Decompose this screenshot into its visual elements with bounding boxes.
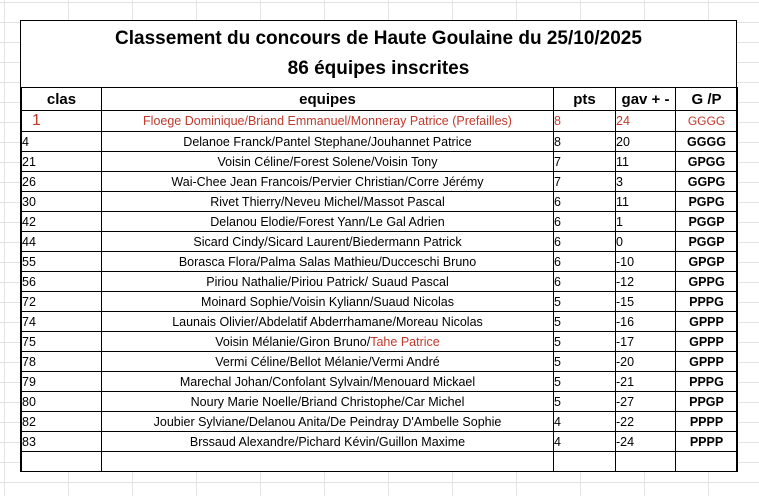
team-names: Noury Marie Noelle/Briand Christophe/Car Michel [190,394,465,409]
header-gp: G /P [676,88,738,111]
cell-pts: 7 [554,152,616,172]
empty-cell [676,452,738,472]
title-box [21,21,736,88]
cell-gav: -22 [616,412,676,432]
cell-pts: 5 [554,312,616,332]
team-names: Wai-Chee Jean Francois/Pervier Christian/Corre Jérémy [171,174,484,189]
cell-equipe [102,392,554,412]
cell-clas: 56 [22,272,102,292]
header-gav: gav + - [616,88,676,111]
cell-clas: 78 [22,352,102,372]
cell-pts: 5 [554,372,616,392]
table-row [22,111,738,132]
cell-gav: -17 [616,332,676,352]
table-row [22,172,738,192]
header-pts: pts [554,88,616,111]
header-equipes: equipes [102,88,554,111]
cell-gav: 3 [616,172,676,192]
cell-clas: 30 [22,192,102,212]
team-names: Launais Olivier/Abdelatif Abderrhamane/Moreau Nicolas [172,314,483,329]
cell-clas: 26 [22,172,102,192]
cell-gp: PPPP [676,412,738,432]
team-names: Moinard Sophie/Voisin Kyliann/Suaud Nicolas [201,294,454,309]
cell-clas: 83 [22,432,102,452]
cell-pts: 6 [554,252,616,272]
empty-cell [102,452,554,472]
cell-equipe [102,332,554,352]
cell-equipe [102,412,554,432]
header-clas: clas [22,88,102,111]
table-row [22,152,738,172]
cell-gp: GPGP [676,252,738,272]
team-names: Delanou Elodie/Forest Yann/Le Gal Adrien [210,214,445,229]
empty-cell [554,452,616,472]
cell-equipe [102,152,554,172]
cell-gp: GGPG [676,172,738,192]
cell-clas: 72 [22,292,102,312]
team-names: Borasca Flora/Palma Salas Mathieu/Ducceschi Bruno [178,254,477,269]
cell-clas: 44 [22,232,102,252]
cell-pts: 7 [554,172,616,192]
table-row [22,312,738,332]
table-row [22,232,738,252]
table-row [22,392,738,412]
cell-clas: 21 [22,152,102,172]
ranking-table [21,87,738,472]
cell-pts: 4 [554,412,616,432]
table-row [22,252,738,272]
cell-clas: 80 [22,392,102,412]
team-names: Joubier Sylviane/Delanou Anita/De Peindray D'Ambelle Sophie [153,414,502,429]
cell-clas: 4 [22,132,102,152]
cell-equipe [102,132,554,152]
cell-pts: 6 [554,232,616,252]
cell-clas: 79 [22,372,102,392]
cell-equipe [102,352,554,372]
cell-gp: PGGP [676,212,738,232]
cell-gav: 20 [616,132,676,152]
cell-pts: 6 [554,272,616,292]
cell-gp: GPPP [676,332,738,352]
ranking-frame [20,20,737,472]
empty-row [22,452,738,472]
cell-gp: GPPG [676,272,738,292]
cell-gav: 0 [616,232,676,252]
cell-gp: PGGP [676,232,738,252]
cell-clas: 74 [22,312,102,332]
cell-equipe [102,212,554,232]
cell-gav: -24 [616,432,676,452]
header-row [22,88,738,111]
cell-clas: 1 [22,111,102,132]
cell-equipe [102,292,554,312]
cell-gav: -27 [616,392,676,412]
cell-equipe [102,172,554,192]
team-names: Sicard Cindy/Sicard Laurent/Biedermann Patrick [193,234,462,249]
table-row [22,352,738,372]
cell-gav: 1 [616,212,676,232]
team-name-highlight: Tahe Patrice [370,334,440,349]
cell-equipe [102,111,554,132]
cell-gav: -12 [616,272,676,292]
cell-gp: GGGG [676,132,738,152]
cell-equipe [102,232,554,252]
team-names: Brssaud Alexandre/Pichard Kévin/Guillon Maxime [189,434,466,449]
cell-pts: 5 [554,392,616,412]
team-names: Piriou Nathalie/Piriou Patrick/ Suaud Pascal [206,274,449,289]
cell-pts: 6 [554,192,616,212]
cell-pts: 5 [554,292,616,312]
table-row [22,372,738,392]
table-row [22,212,738,232]
empty-cell [22,452,102,472]
cell-gp: PPPG [676,292,738,312]
cell-pts: 5 [554,332,616,352]
cell-pts: 8 [554,132,616,152]
cell-equipe [102,252,554,272]
team-names: Rivet Thierry/Neveu Michel/Massot Pascal [210,194,445,209]
cell-gp: PPPG [676,372,738,392]
cell-gp: PPPP [676,432,738,452]
cell-pts: 6 [554,212,616,232]
cell-gav: -15 [616,292,676,312]
table-row [22,132,738,152]
table-row [22,332,738,352]
cell-gp: GGGG [676,111,738,132]
cell-gav: -20 [616,352,676,372]
cell-equipe [102,192,554,212]
table-row [22,192,738,212]
page-title: Classement du concours de Haute Goulaine du 25/10/2025 [115,28,642,49]
cell-clas: 42 [22,212,102,232]
cell-clas: 55 [22,252,102,272]
team-names: Floege Dominique/Briand Emmanuel/Monneray Patrice (Prefailles) [143,114,512,128]
cell-equipe [102,312,554,332]
cell-gp: PPGP [676,392,738,412]
cell-equipe [102,272,554,292]
table-row [22,272,738,292]
cell-pts: 8 [554,111,616,132]
cell-gav: 24 [616,111,676,132]
team-names: Delanoe Franck/Pantel Stephane/Jouhannet Patrice [183,134,472,149]
cell-gp: GPPP [676,352,738,372]
cell-clas: 75 [22,332,102,352]
empty-cell [616,452,676,472]
cell-gp: GPGG [676,152,738,172]
cell-gav: -10 [616,252,676,272]
cell-gav: 11 [616,192,676,212]
cell-pts: 4 [554,432,616,452]
page-subtitle: 86 équipes inscrites [287,58,470,79]
cell-gav: 11 [616,152,676,172]
cell-gp: GPPP [676,312,738,332]
cell-equipe [102,372,554,392]
cell-gav: -21 [616,372,676,392]
cell-gp: PGPG [676,192,738,212]
team-names: Vermi Céline/Bellot Mélanie/Vermi André [215,354,440,369]
team-names: Voisin Céline/Forest Solene/Voisin Tony [217,154,438,169]
cell-pts: 5 [554,352,616,372]
cell-equipe [102,432,554,452]
team-names: Voisin Mélanie/Giron Bruno/ [215,334,371,349]
table-row [22,292,738,312]
cell-gav: -16 [616,312,676,332]
table-row [22,432,738,452]
cell-clas: 82 [22,412,102,432]
team-names: Marechal Johan/Confolant Sylvain/Menouard Mickael [179,374,476,389]
table-row [22,412,738,432]
